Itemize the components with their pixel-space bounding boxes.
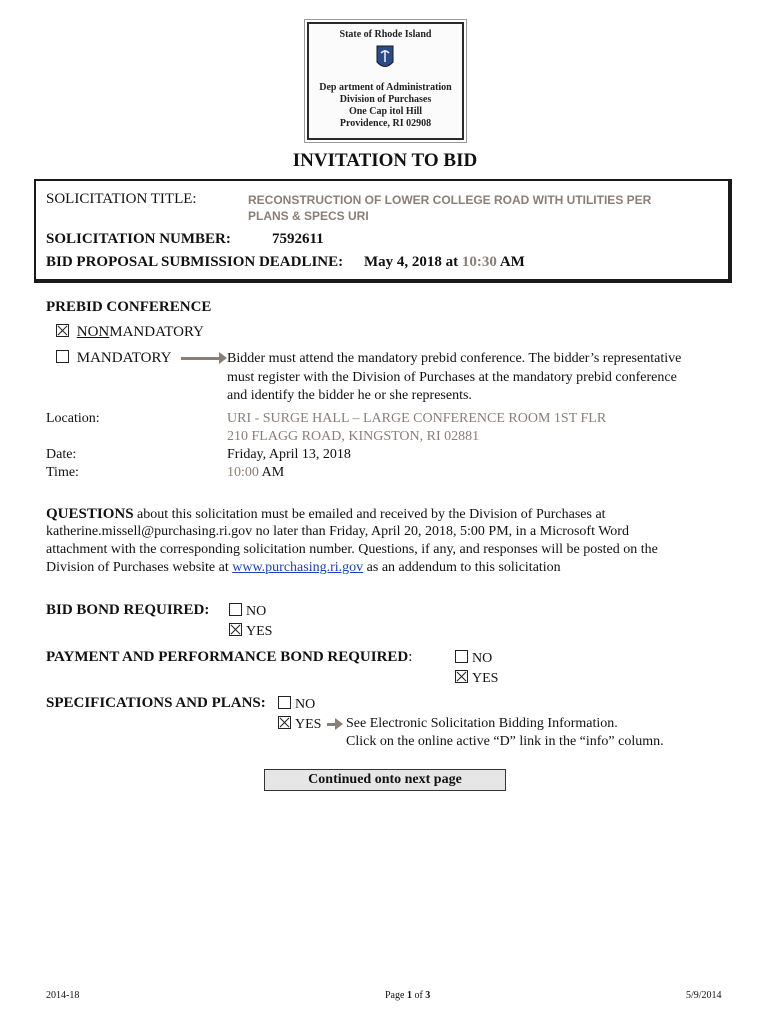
specs-note-line1: See Electronic Solicitation Bidding Information. — [346, 716, 618, 731]
time-value-ampm: AM — [261, 465, 285, 480]
deadline-ampm: AM — [499, 254, 525, 270]
continued-next-page-banner: Continued onto next page — [264, 769, 506, 791]
footer-page-total: 3 — [425, 990, 431, 1001]
bid-bond-no-label: NO — [246, 604, 267, 619]
deadline-value — [364, 254, 525, 271]
bid-bond-no-option[interactable] — [229, 603, 266, 620]
seal-department: Dep artment of Administration — [319, 82, 452, 93]
mandatory-checkbox[interactable] — [56, 350, 69, 363]
solicitation-title-value-line1: RECONSTRUCTION OF LOWER COLLEGE ROAD WITH UTILITIES PER — [248, 193, 652, 207]
bid-bond-label: BID BOND REQUIRED: — [46, 602, 210, 618]
specs-yes-checkbox[interactable] — [278, 716, 291, 729]
payment-bond-no-label: NO — [472, 651, 493, 666]
seal-street: One Cap itol Hill — [348, 106, 423, 117]
nonmandatory-prefix: NON — [76, 324, 110, 340]
department-seal-block — [307, 22, 464, 140]
time-value-number: 10:00 — [227, 465, 259, 480]
payment-bond-label-row — [46, 649, 412, 666]
seal-division: Division of Purchases — [339, 94, 432, 105]
specs-label: SPECIFICATIONS AND PLANS: — [46, 695, 266, 711]
specs-no-label: NO — [295, 697, 316, 712]
location-label: Location: — [46, 411, 100, 426]
questions-lead: QUESTIONS — [46, 506, 134, 522]
mandatory-note-line3: and identify the bidder he or she represents. — [227, 388, 472, 403]
location-line2: 210 FLAGG ROAD, KINGSTON, RI 02881 — [227, 429, 480, 444]
questions-line4-prefix: Division of Purchases website at — [46, 560, 233, 575]
specs-note-line2: Click on the online active “D” link in the “info” column. — [346, 734, 664, 749]
date-value: Friday, April 13, 2018 — [227, 447, 351, 462]
state-seal-emblem-icon — [375, 44, 395, 72]
footer-page-prefix: Page — [385, 990, 407, 1001]
specs-yes-option[interactable] — [278, 716, 321, 733]
date-label: Date: — [46, 447, 77, 462]
footer-page-of: of — [411, 990, 426, 1001]
footer-page-number — [385, 990, 430, 1001]
bid-bond-no-checkbox[interactable] — [229, 603, 242, 616]
deadline-date: May 4, 2018 at — [364, 254, 459, 270]
prebid-nonmandatory-option[interactable] — [56, 324, 204, 341]
nonmandatory-checkbox[interactable] — [56, 324, 69, 337]
specs-no-option[interactable] — [278, 696, 315, 713]
solicitation-title-label: SOLICITATION TITLE: — [46, 191, 197, 207]
payment-bond-yes-label: YES — [472, 671, 499, 686]
questions-line1 — [46, 506, 606, 523]
specs-no-checkbox[interactable] — [278, 696, 291, 709]
location-line1: URI - SURGE HALL – LARGE CONFERENCE ROOM 1ST FLR — [227, 411, 607, 426]
footer-page-current: 1 — [406, 990, 412, 1001]
footer-date: 5/9/2014 — [686, 990, 722, 1001]
bid-bond-yes-option[interactable] — [229, 623, 272, 640]
payment-bond-yes-checkbox[interactable] — [455, 670, 468, 683]
payment-bond-no-option[interactable] — [455, 650, 492, 667]
questions-line4-suffix: as an addendum to this solicitation — [363, 560, 561, 575]
deadline-label: BID PROPOSAL SUBMISSION DEADLINE: — [46, 254, 344, 270]
prebid-heading: PREBID CONFERENCE — [46, 299, 212, 315]
questions-line1-rest: about this solicitation must be emailed and received by the Division of Purchases at — [133, 507, 606, 522]
deadline-time: 10:30 — [461, 254, 497, 270]
questions-line4 — [46, 560, 561, 576]
bid-bond-yes-label: YES — [246, 624, 273, 639]
seal-city: Providence, RI 02908 — [339, 118, 432, 129]
specs-yes-label: YES — [295, 717, 322, 732]
seal-state-name: State of Rhode Island — [339, 29, 432, 40]
payment-bond-no-checkbox[interactable] — [455, 650, 468, 663]
time-value — [227, 465, 284, 481]
questions-line2: katherine.missell@purchasing.ri.gov no later than Friday, April 20, 2018, 5:00 PM, in a Microsoft Word — [46, 524, 629, 539]
nonmandatory-rest: MANDATORY — [109, 324, 204, 340]
mandatory-label: MANDATORY — [76, 350, 172, 366]
footer-left-code: 2014-18 — [46, 990, 80, 1001]
solicitation-title-value-line2: PLANS & SPECS URI — [248, 209, 369, 223]
time-label: Time: — [46, 465, 79, 480]
solicitation-box — [34, 179, 732, 283]
mandatory-note-line2: must register with the Division of Purchases at the mandatory prebid conference — [227, 370, 677, 385]
payment-bond-label: PAYMENT AND PERFORMANCE BOND REQUIRED — [46, 649, 409, 665]
solicitation-number-label: SOLICITATION NUMBER: — [46, 231, 231, 247]
prebid-mandatory-option[interactable] — [56, 350, 172, 367]
solicitation-number-value: 7592611 — [272, 231, 324, 247]
questions-line3: attachment with the corresponding solicitation number. Questions, if any, and responses will be posted on the — [46, 542, 658, 557]
bid-bond-yes-checkbox[interactable] — [229, 623, 242, 636]
payment-bond-colon: : — [408, 649, 413, 665]
mandatory-note-line1: Bidder must attend the mandatory prebid conference. The bidder’s representative — [227, 351, 682, 366]
purchasing-website-link[interactable]: www.purchasing.ri.gov — [232, 560, 364, 575]
payment-bond-yes-option[interactable] — [455, 670, 498, 687]
page-title: INVITATION TO BID — [292, 150, 478, 171]
